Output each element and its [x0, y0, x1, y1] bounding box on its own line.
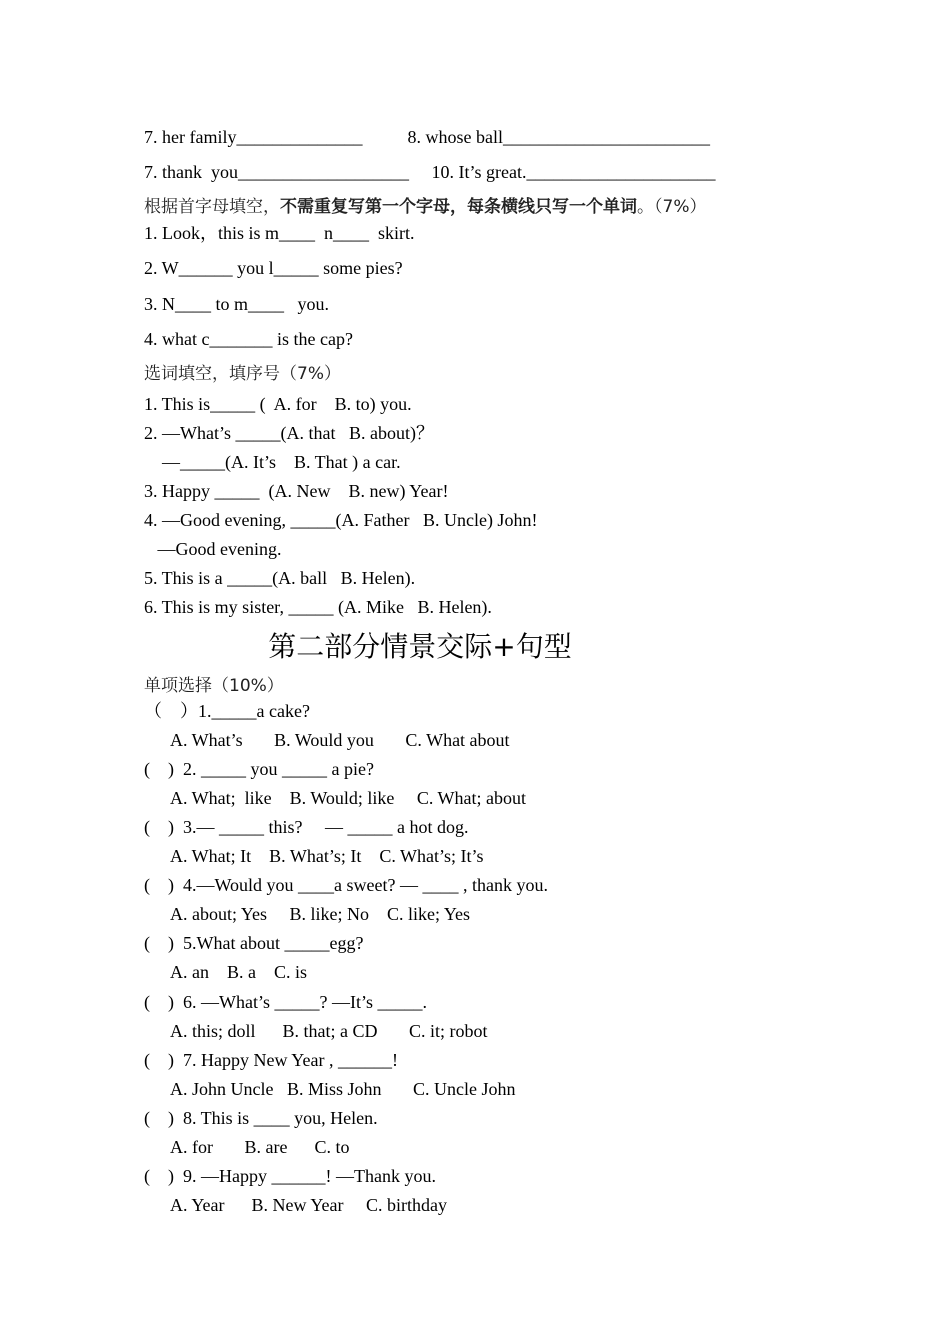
- question-line: ( ) 7. Happy New Year , ______!: [144, 1050, 398, 1070]
- exercise-line: 7. thank you___________________ 10. It’s great._____________________: [144, 162, 716, 182]
- instruction-fill-initial: [144, 196, 706, 218]
- instruction-score: 。（7%）: [637, 197, 707, 217]
- options-line: A. Year B. New Year C. birthday: [144, 1195, 447, 1215]
- question-line: ( ) 3.— _____ this? — _____ a hot dog.: [144, 817, 469, 837]
- question-line: （ ）1._____a cake?: [144, 701, 310, 721]
- options-line: A. What; It B. What’s; It C. What’s; It’s: [144, 846, 484, 866]
- options-line: A. What’s B. Would you C. What about: [144, 730, 510, 750]
- exercise-line: 3. Happy _____ (A. New B. new) Year!: [144, 481, 449, 501]
- options-line: A. about; Yes B. like; No C. like; Yes: [144, 904, 471, 924]
- exercise-line: 2. W______ you l_____ some pies?: [144, 258, 403, 278]
- exercise-line: 1. This is_____ ( A. for B. to) you.: [144, 394, 412, 414]
- instruction-emphasis: 不需重复写第一个字母，每条横线只写一个单词: [280, 197, 637, 217]
- question-line: ( ) 6. —What’s _____? —It’s _____.: [144, 992, 427, 1012]
- exercise-line: 1. Look，this is m____ n____ skirt.: [144, 223, 415, 243]
- exercise-line: 7. her family______________ 8. whose ball_______________________: [144, 127, 710, 147]
- exercise-line: 4. what c_______ is the cap?: [144, 329, 353, 349]
- options-line: A. this; doll B. that; a CD C. it; robot: [144, 1021, 488, 1041]
- exercise-line: —Good evening.: [144, 539, 282, 559]
- exercise-line: 4. —Good evening, _____(A. Father B. Uncle) John!: [144, 510, 538, 530]
- options-line: A. an B. a C. is: [144, 962, 308, 982]
- options-line: A. What; like B. Would; like C. What; about: [144, 788, 527, 808]
- exercise-line: —_____(A. It’s B. That ) a car.: [144, 452, 401, 472]
- exercise-line: 6. This is my sister, _____ (A. Mike B. Helen).: [144, 597, 492, 617]
- options-line: A. for B. are C. to: [144, 1137, 350, 1157]
- instruction-single-choice: 单项选择（10%）: [144, 676, 284, 696]
- question-line: ( ) 5.What about _____egg?: [144, 933, 364, 953]
- exercise-line: 3. N____ to m____ you.: [144, 294, 330, 314]
- exercise-line: 2. —What’s _____(A. that B. about)？: [144, 423, 434, 443]
- question-line: ( ) 4.—Would you ____a sweet? — ____ , thank you.: [144, 875, 548, 895]
- question-line: ( ) 8. This is ____ you, Helen.: [144, 1108, 378, 1128]
- options-line: A. John Uncle B. Miss John C. Uncle John: [144, 1079, 516, 1099]
- instruction-choose-words: 选词填空，填序号（7%）: [144, 364, 341, 384]
- instruction-text: 根据首字母填空，: [144, 197, 280, 217]
- question-line: ( ) 9. —Happy ______! —Thank you.: [144, 1166, 436, 1186]
- exercise-line: 5. This is a _____(A. ball B. Helen).: [144, 568, 416, 588]
- question-line: ( ) 2. _____ you _____ a pie?: [144, 759, 374, 779]
- section-heading: 第二部分情景交际+句型: [268, 630, 572, 663]
